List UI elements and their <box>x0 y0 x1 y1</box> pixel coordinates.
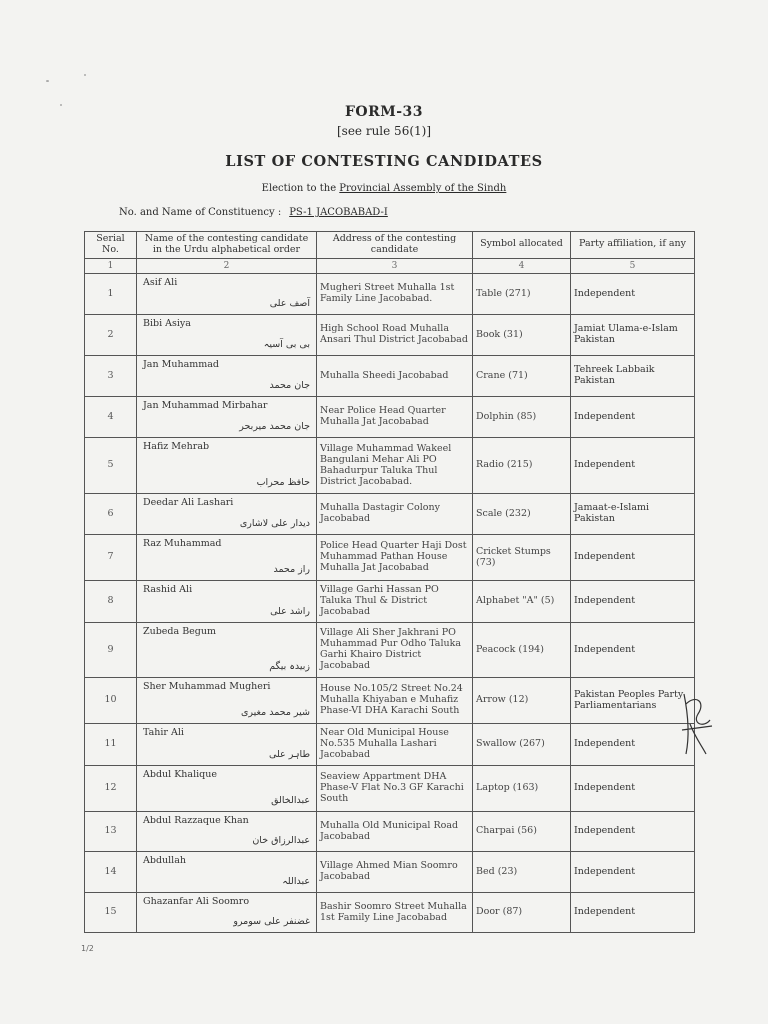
party-cell: Independent <box>571 581 695 623</box>
symbol-cell: Charpai (56) <box>473 812 571 852</box>
election-prefix: Election to the <box>261 183 340 194</box>
serial-cell: 15 <box>85 893 137 933</box>
election-body: Provincial Assembly of the Sindh <box>339 183 507 194</box>
candidates-table <box>84 231 695 933</box>
column-number: 3 <box>317 258 473 273</box>
candidate-name-ur: غضنفر علی سومرو <box>233 916 310 928</box>
candidate-name-ur: جان محمد میربحر <box>239 421 310 433</box>
candidate-name-en: Tahir Ali <box>143 727 184 739</box>
table-row <box>85 766 695 812</box>
party-cell: Independent <box>571 274 695 315</box>
candidate-name-en: Ghazanfar Ali Soomro <box>143 896 250 908</box>
serial-cell: 6 <box>85 494 137 535</box>
candidate-name-en: Hafiz Mehrab <box>143 441 210 453</box>
symbol-cell: Arrow (12) <box>473 678 571 724</box>
symbol-cell: Scale (232) <box>473 494 571 535</box>
address-cell: House No.105/2 Street No.24 Muhalla Khiyaban e Muhafiz Phase-VI DHA Karachi South <box>317 678 473 724</box>
page-title: LIST OF CONTESTING CANDIDATES <box>225 153 543 170</box>
table-row <box>85 852 695 893</box>
candidate-name-cell <box>137 397 317 438</box>
symbol-cell: Crane (71) <box>473 356 571 397</box>
table-row <box>85 438 695 494</box>
candidate-name-en: Abdullah <box>143 855 187 867</box>
serial-cell: 14 <box>85 852 137 893</box>
serial-cell: 12 <box>85 766 137 812</box>
candidate-name-cell <box>137 724 317 766</box>
candidate-name-ur: بی بی آسیہ <box>263 339 310 351</box>
symbol-cell: Swallow (267) <box>473 724 571 766</box>
candidate-name-en: Raz Muhammad <box>143 538 222 550</box>
serial-cell: 11 <box>85 724 137 766</box>
party-cell: Independent <box>571 852 695 893</box>
symbol-cell: Peacock (194) <box>473 623 571 678</box>
address-cell: High School Road Muhalla Ansari Thul District Jacobabad <box>317 315 473 356</box>
symbol-cell: Cricket Stumps (73) <box>473 535 571 581</box>
column-number-row <box>85 258 695 273</box>
serial-cell: 2 <box>85 315 137 356</box>
address-cell: Near Police Head Quarter Muhalla Jat Jacobabad <box>317 397 473 438</box>
symbol-cell: Book (31) <box>473 315 571 356</box>
table-row <box>85 397 695 438</box>
candidate-name-ur: طاہر علی <box>268 749 310 761</box>
serial-cell: 1 <box>85 274 137 315</box>
form-rule: [see rule 56(1)] <box>336 124 432 138</box>
serial-cell: 13 <box>85 812 137 852</box>
party-cell: Independent <box>571 893 695 933</box>
candidate-name-en: Abdul Razzaque Khan <box>143 815 249 827</box>
form-title: FORM-33 <box>344 104 424 120</box>
table-row <box>85 893 695 933</box>
address-cell: Village Garhi Hassan PO Taluka Thul & District Jacobabad <box>317 581 473 623</box>
header-symbol: Symbol allocated <box>473 232 571 259</box>
address-cell: Police Head Quarter Haji Dost Muhammad Pathan House Muhalla Jat Jacobabad <box>317 535 473 581</box>
candidate-name-en: Asif Ali <box>143 277 178 289</box>
column-number: 1 <box>85 258 137 273</box>
header-party: Party affiliation, if any <box>571 232 695 259</box>
candidate-name-en: Bibi Asiya <box>143 318 191 330</box>
candidate-name-en: Sher Muhammad Mugheri <box>143 681 271 693</box>
candidate-name-cell <box>137 274 317 315</box>
candidate-name-ur: حافظ محراب <box>256 477 310 489</box>
header-serial: Serial No. <box>85 232 137 259</box>
address-cell: Muhalla Sheedi Jacobabad <box>317 356 473 397</box>
address-cell: Village Muhammad Wakeel Bangulani Mehar Ali PO Bahadurpur Taluka Thul District Jacobabad. <box>317 438 473 494</box>
candidate-name-cell <box>137 581 317 623</box>
candidate-name-en: Deedar Ali Lashari <box>143 497 234 509</box>
candidate-name-cell <box>137 438 317 494</box>
candidate-name-ur: شیر محمد مغیری <box>240 707 310 719</box>
candidate-name-en: Rashid Ali <box>143 584 193 596</box>
party-cell: Independent <box>571 766 695 812</box>
candidate-name-ur: جان محمد <box>269 380 310 392</box>
serial-cell: 5 <box>85 438 137 494</box>
party-cell: Independent <box>571 438 695 494</box>
candidate-name-cell <box>137 535 317 581</box>
serial-cell: 3 <box>85 356 137 397</box>
table-row <box>85 494 695 535</box>
candidate-name-cell <box>137 893 317 933</box>
address-cell: Mugheri Street Muhalla 1st Family Line Jacobabad. <box>317 274 473 315</box>
candidate-name-ur: راشد علی <box>270 606 310 618</box>
party-cell: Independent <box>571 812 695 852</box>
candidate-name-ur: دیدار علی لاشاری <box>239 518 310 530</box>
party-cell: Jamiat Ulama-e-Islam Pakistan <box>571 315 695 356</box>
candidate-name-cell <box>137 766 317 812</box>
party-cell: Pakistan Peoples Party Parliamentarians <box>571 678 695 724</box>
column-number: 5 <box>571 258 695 273</box>
symbol-cell: Dolphin (85) <box>473 397 571 438</box>
address-cell: Muhalla Old Municipal Road Jacobabad <box>317 812 473 852</box>
candidate-name-cell <box>137 812 317 852</box>
address-cell: Near Old Municipal House No.535 Muhalla Lashari Jacobabad <box>317 724 473 766</box>
party-cell: Jamaat-e-Islami Pakistan <box>571 494 695 535</box>
symbol-cell: Door (87) <box>473 893 571 933</box>
election-line <box>0 183 768 194</box>
table-row <box>85 535 695 581</box>
symbol-cell: Laptop (163) <box>473 766 571 812</box>
candidate-name-en: Jan Muhammad Mirbahar <box>143 400 268 412</box>
candidate-name-en: Abdul Khalique <box>143 769 217 781</box>
party-cell: Independent <box>571 535 695 581</box>
serial-cell: 7 <box>85 535 137 581</box>
address-cell: Seaview Appartment DHA Phase-V Flat No.3 GF Karachi South <box>317 766 473 812</box>
party-cell: Tehreek Labbaik Pakistan <box>571 356 695 397</box>
header-address: Address of the contesting candidate <box>317 232 473 259</box>
table-row <box>85 315 695 356</box>
address-cell: Village Ahmed Mian Soomro Jacobabad <box>317 852 473 893</box>
table-row <box>85 623 695 678</box>
constituency-value: PS-1 JACOBABAD-I <box>289 207 388 218</box>
address-cell: Village Ali Sher Jakhrani PO Muhammad Pur Odho Taluka Garhi Khairo District Jacobabad <box>317 623 473 678</box>
table-row <box>85 812 695 852</box>
table-header-row <box>85 232 695 259</box>
party-cell: Independent <box>571 397 695 438</box>
candidate-name-cell <box>137 356 317 397</box>
table-row <box>85 724 695 766</box>
table-row <box>85 581 695 623</box>
symbol-cell: Radio (215) <box>473 438 571 494</box>
candidate-name-cell <box>137 315 317 356</box>
address-cell: Bashir Soomro Street Muhalla 1st Family Line Jacobabad <box>317 893 473 933</box>
page-number: 1/2 <box>81 944 94 953</box>
constituency-label: No. and Name of Constituency : <box>119 207 282 218</box>
party-cell: Independent <box>571 724 695 766</box>
candidate-name-cell <box>137 494 317 535</box>
serial-cell: 10 <box>85 678 137 724</box>
candidate-name-en: Jan Muhammad <box>143 359 219 371</box>
column-number: 4 <box>473 258 571 273</box>
column-number: 2 <box>137 258 317 273</box>
address-cell: Muhalla Dastagir Colony Jacobabad <box>317 494 473 535</box>
candidate-name-cell <box>137 623 317 678</box>
candidate-name-ur: زبیدہ بیگم <box>269 661 310 673</box>
serial-cell: 9 <box>85 623 137 678</box>
serial-cell: 8 <box>85 581 137 623</box>
candidate-name-ur: آصف علی <box>269 298 310 310</box>
candidate-name-en: Zubeda Begum <box>143 626 216 638</box>
header-name: Name of the contesting candidate in the Urdu alphabetical order <box>137 232 317 259</box>
symbol-cell: Alphabet "A" (5) <box>473 581 571 623</box>
table-row <box>85 274 695 315</box>
candidate-name-ur: عبدالرزاق خان <box>252 835 310 847</box>
table-row <box>85 356 695 397</box>
table-row <box>85 678 695 724</box>
party-cell: Independent <box>571 623 695 678</box>
candidate-name-ur: عبدالخالق <box>271 795 310 807</box>
candidate-name-cell <box>137 852 317 893</box>
symbol-cell: Table (271) <box>473 274 571 315</box>
constituency-line <box>119 207 388 218</box>
signature <box>676 684 716 764</box>
candidate-name-ur: راز محمد <box>273 564 310 576</box>
serial-cell: 4 <box>85 397 137 438</box>
candidate-name-cell <box>137 678 317 724</box>
candidate-name-ur: عبداللہ <box>282 876 310 888</box>
symbol-cell: Bed (23) <box>473 852 571 893</box>
